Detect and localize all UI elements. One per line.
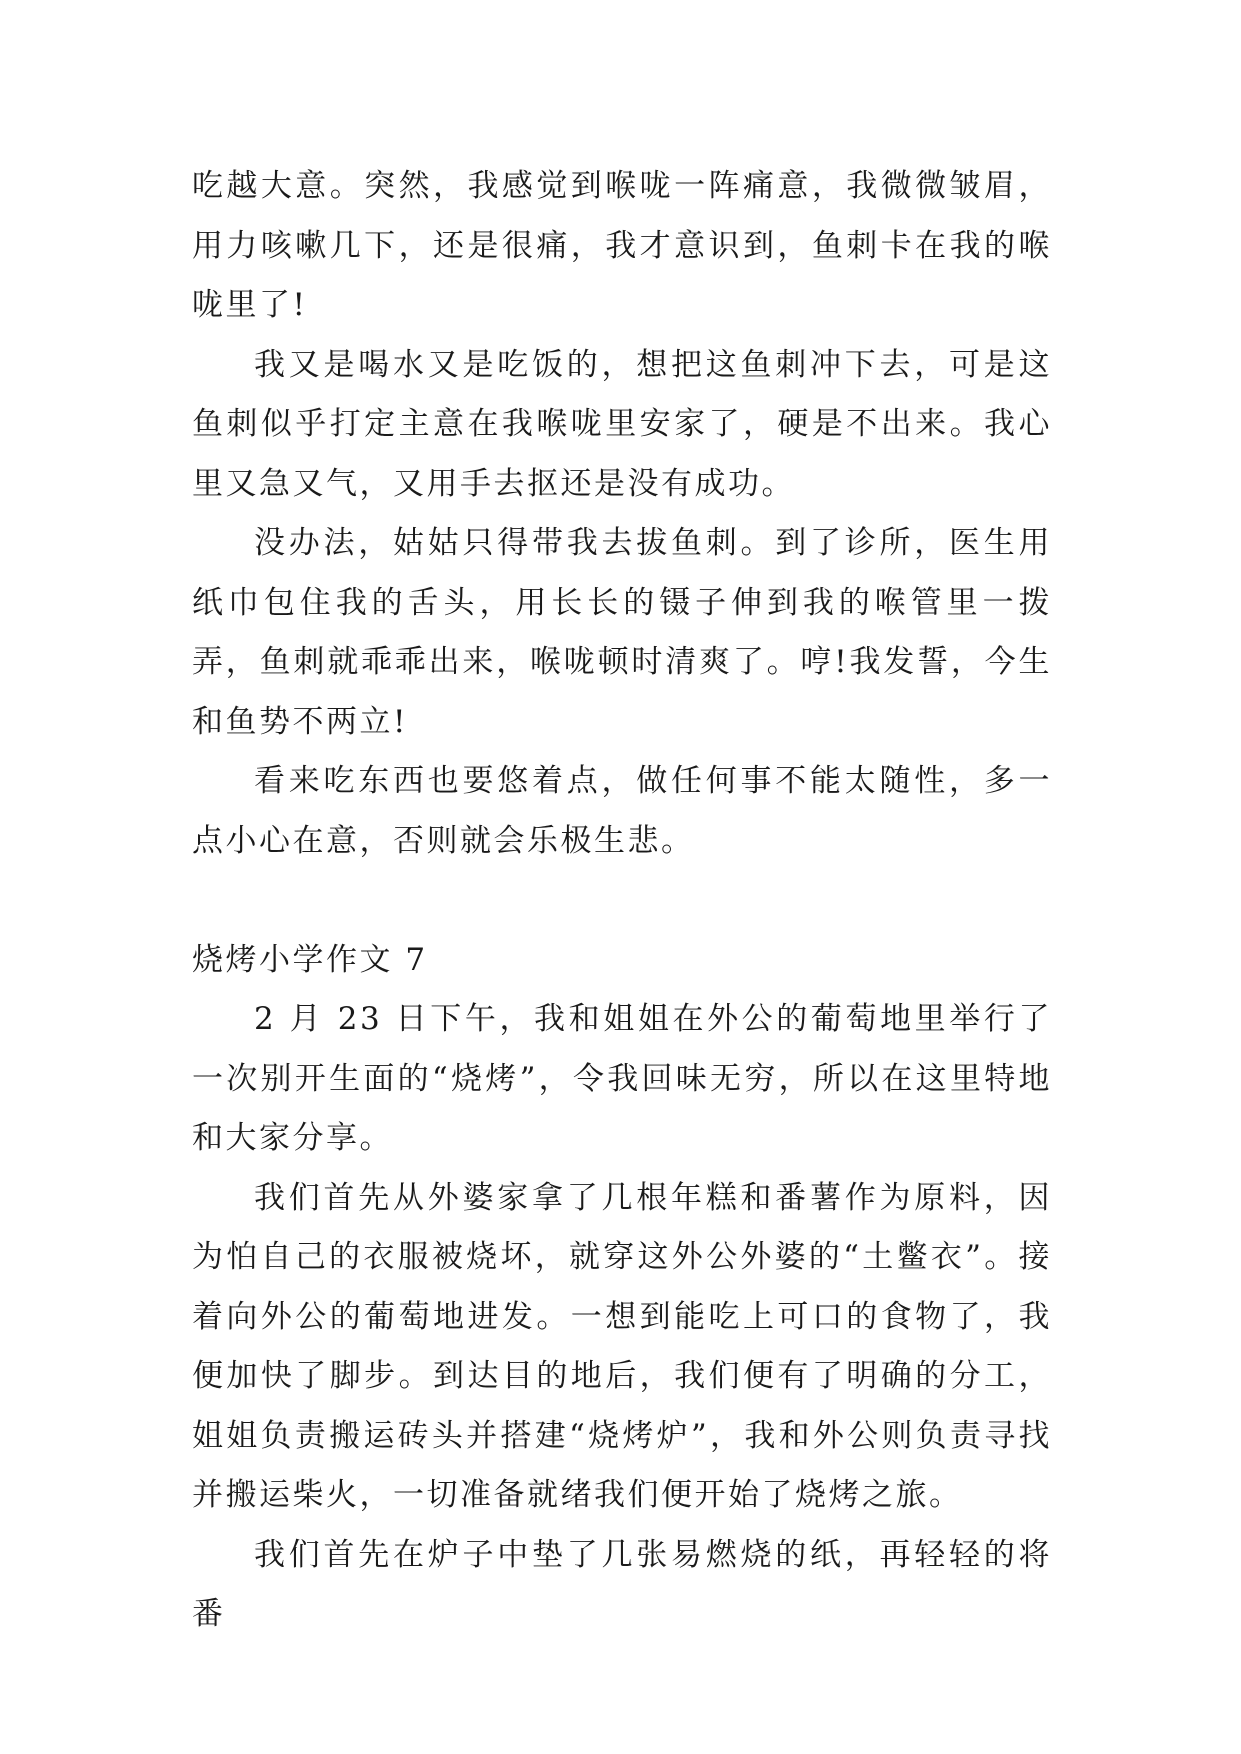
paragraph: 看来吃东西也要悠着点，做任何事不能太随性，多一点小心在意，否则就会乐极生悲。 — [192, 763, 1052, 859]
document-body — [192, 157, 1052, 1645]
paragraph: 没办法，姑姑只得带我去拔鱼刺。到了诊所，医生用纸巾包住我的舌头，用长长的镊子伸到我的喉管里一拨弄，鱼刺就乖乖出来，喉咙顿时清爽了。哼!我发誓，今生和鱼势不两立! — [192, 525, 1052, 740]
paragraph: 我们首先在炉子中垫了几张易燃烧的纸，再轻轻的将番 — [192, 1536, 1052, 1632]
paragraph: 2 月 23 日下午，我和姐姐在外公的葡萄地里举行了一次别开生面的“烧烤”，令我回味无穷，所以在这里特地和大家分享。 — [192, 1001, 1052, 1156]
section-spacer — [192, 871, 1052, 931]
paragraph: 我又是喝水又是吃饭的，想把这鱼刺冲下去，可是这鱼刺似乎打定主意在我喉咙里安家了，硬是不出来。我心里又急又气，又用手去抠还是没有成功。 — [192, 346, 1052, 502]
paragraph-continued: 吃越大意。突然，我感觉到喉咙一阵痛意，我微微皱眉，用力咳嗽几下，还是很痛，我才意识到，鱼刺卡在我的喉咙里了! — [192, 168, 1052, 323]
paragraph: 我们首先从外婆家拿了几根年糕和番薯作为原料，因为怕自己的衣服被烧坏，就穿这外公外婆的“土鳖衣”。接着向外公的葡萄地进发。一想到能吃上可口的食物了，我便加快了脚步。到达目的地后，我们便有了明确的分工，姐姐负责搬运砖头并搭建“烧烤炉”，我和外公则负责寻找并搬运柴火，一切准备就绪我们便开始了烧烤之旅。 — [192, 1179, 1052, 1513]
section-title: 烧烤小学作文 7 — [192, 941, 428, 978]
